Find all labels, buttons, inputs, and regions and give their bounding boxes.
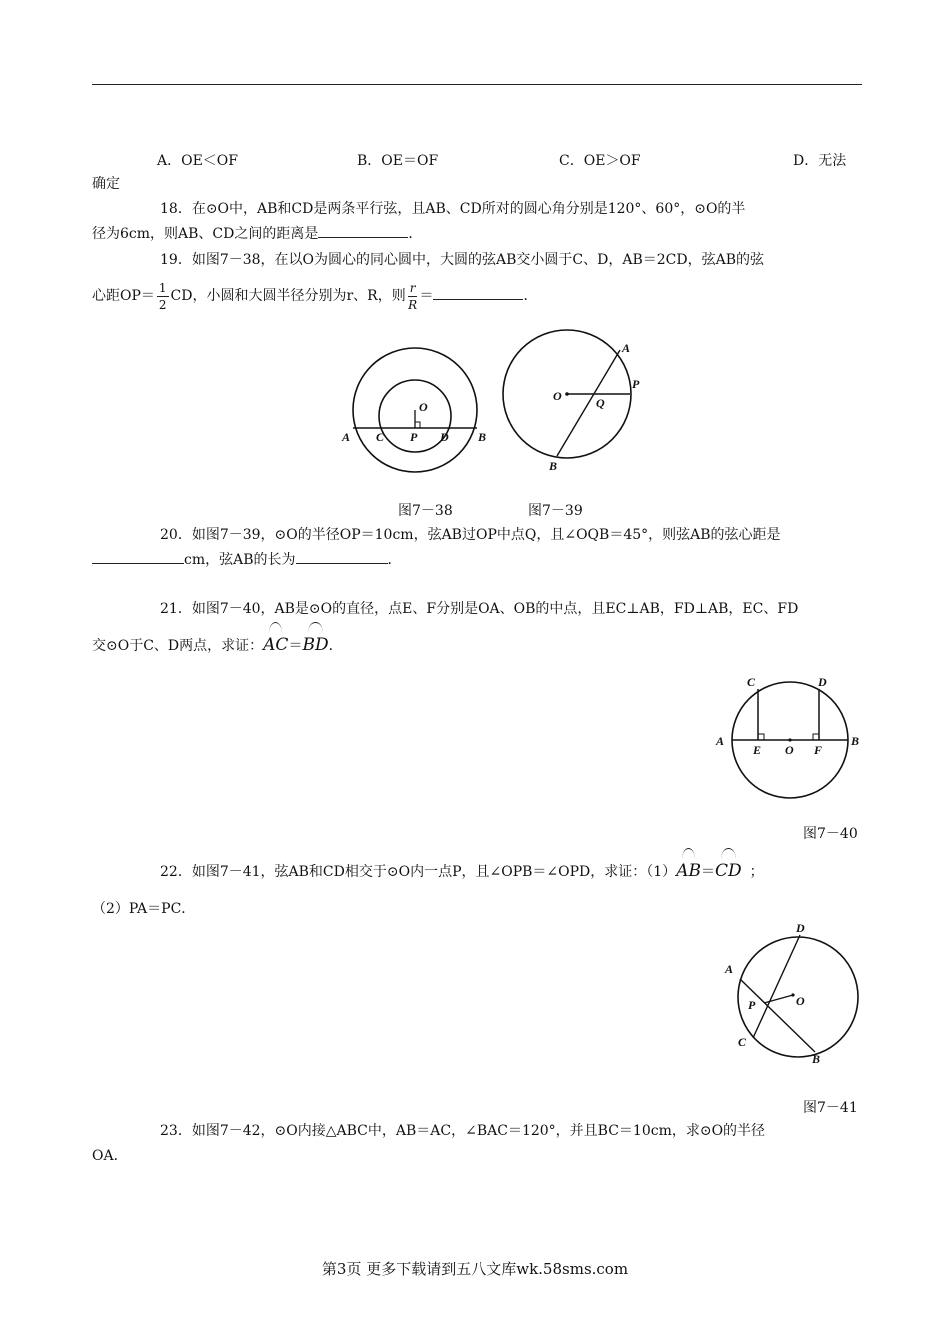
fig40-label-c: C: [747, 675, 756, 689]
q22-arc-cd: CD: [715, 846, 742, 888]
q17-option-c: C．OE＞OF: [559, 153, 641, 169]
fig41-label-d: D: [796, 921, 805, 935]
q19-frac2-den: R: [408, 297, 418, 312]
q23-text-cont: OA．: [92, 1148, 128, 1164]
q17-option-d: D．无法: [793, 153, 847, 169]
page-footer: 第3页 更多下载请到五八文库wk.58sms.com: [321, 1260, 629, 1278]
fig38-label-c: C: [376, 430, 385, 444]
q17-option-d-continued: 确定: [92, 176, 120, 192]
q18-text: 18．在⊙O中，AB和CD是两条平行弦，且AB、CD所对的圆心角分别是120°、60°，⊙O的半: [160, 201, 746, 217]
fig39-label-b: B: [549, 459, 558, 473]
fig41-label-a: A: [725, 962, 734, 976]
fig38-right-angle: [415, 422, 420, 428]
fig40-label-e: E: [753, 743, 762, 757]
q18-text-cont: [92, 224, 422, 244]
q21-end: ．: [328, 638, 343, 654]
fig39-label-q: Q: [596, 396, 605, 410]
fig41-caption: 图7－41: [803, 1100, 858, 1116]
q20-length-blank[interactable]: [296, 551, 388, 564]
q21-pre: 交⊙O于C、D两点，求证：: [92, 638, 264, 654]
q21-text: 21．如图7－40，AB是⊙O的直径，点E、F分别是OA、OB的中点，且EC⊥AB，FD⊥AB，EC、FD: [160, 601, 799, 617]
q19-text-cont: [92, 274, 537, 318]
q19-frac1-num: 1: [158, 280, 167, 295]
fig39-label-o: O: [553, 389, 562, 403]
fig38-caption: 图7－38: [398, 503, 453, 519]
q18-answer-blank[interactable]: [318, 225, 408, 238]
figure-7-39: [495, 326, 655, 476]
fig41-op-segment: [764, 995, 793, 1003]
q22-eq: ＝: [700, 864, 715, 880]
q19-text: 19．如图7－38，在以O为圆心的同心圆中，大圆的弦AB交小圆于C、D，AB＝2CD，弦AB的弦: [160, 252, 764, 268]
q23-text: 23．如图7－42，⊙O内接△ABC中，AB＝AC，∠BAC＝120°，并且BC＝10cm，求⊙O的半径: [160, 1123, 766, 1139]
fig41-center-dot: [791, 993, 794, 996]
q20-text: 20．如图7－39，⊙O的半径OP＝10cm，弦AB过OP中点Q，且∠OQB＝45°，则弦AB的弦心距是: [160, 527, 781, 543]
fig41-label-b: B: [812, 1052, 821, 1065]
q22-text: [160, 846, 764, 889]
q21-arc-ac: AC: [263, 620, 288, 662]
q22-semicolon: ；: [749, 864, 764, 880]
q17-option-b: B．OE＝OF: [357, 153, 439, 169]
fig40-label-a: A: [716, 734, 725, 748]
fig40-label-b: B: [851, 734, 860, 748]
fig41-chord-ab: [740, 979, 815, 1052]
fig40-label-d: D: [818, 675, 827, 689]
q22-arc-ab: AB: [676, 846, 701, 888]
q20-mid: cm，弦AB的长为: [184, 552, 296, 568]
q19-frac2-num: r: [409, 280, 416, 295]
q19-pre: 心距OP＝: [92, 288, 155, 304]
q19-frac1-den: 2: [158, 297, 167, 312]
q20-text-cont: [92, 550, 402, 570]
fig38-label-a: A: [342, 430, 351, 444]
q19-end: ．: [523, 288, 538, 304]
fig40-right-angle-f: [813, 734, 819, 740]
fig40-label-o: O: [785, 743, 794, 757]
q22-line1: 22．如图7－41，弦AB和CD相交于⊙O内一点P，且∠OPB＝∠OPD，求证：（1）: [160, 864, 677, 880]
q20-distance-blank[interactable]: [92, 551, 184, 564]
q20-end: ．: [387, 552, 402, 568]
header-rule: [92, 84, 862, 85]
q21-text-cont: [92, 620, 343, 663]
fig41-label-p: P: [748, 998, 756, 1012]
fig38-label-b: B: [478, 430, 487, 444]
q19-fraction-r-over-R: [408, 280, 418, 313]
q22-text-part2: （2）PA＝PC．: [92, 901, 196, 917]
fig40-right-angle-e: [758, 734, 764, 740]
q17-option-a: A．OE＜OF: [157, 153, 238, 169]
figure-7-38: [340, 340, 490, 480]
fig40-center-dot: [788, 738, 791, 741]
q19-answer-blank[interactable]: [433, 287, 523, 300]
q19-fraction-half: [157, 280, 169, 313]
fig39-label-a: A: [622, 341, 631, 355]
fig41-label-o: O: [796, 994, 805, 1008]
fig40-caption: 图7－40: [803, 826, 858, 842]
q21-eq: ＝: [288, 638, 303, 654]
figure-7-40: [712, 670, 867, 805]
q21-arc-bd: BD: [302, 620, 328, 662]
fig38-label-p: P: [410, 430, 418, 444]
fig40-label-f: F: [814, 743, 823, 757]
fig39-label-p: P: [632, 377, 640, 391]
q18-text-line2: 径为6cm，则AB、CD之间的距离是: [92, 226, 319, 242]
fig39-center-dot: [565, 392, 569, 396]
figure-7-41: [720, 915, 865, 1065]
q19-eq: ＝: [419, 288, 434, 304]
fig41-label-c: C: [738, 1035, 747, 1049]
fig38-label-o: O: [419, 400, 428, 414]
fig39-caption: 图7－39: [528, 503, 583, 519]
q19-mid: CD，小圆和大圆半径分别为r、R，则: [170, 288, 406, 304]
q18-end: ．: [408, 226, 423, 242]
fig38-label-d: D: [440, 430, 449, 444]
